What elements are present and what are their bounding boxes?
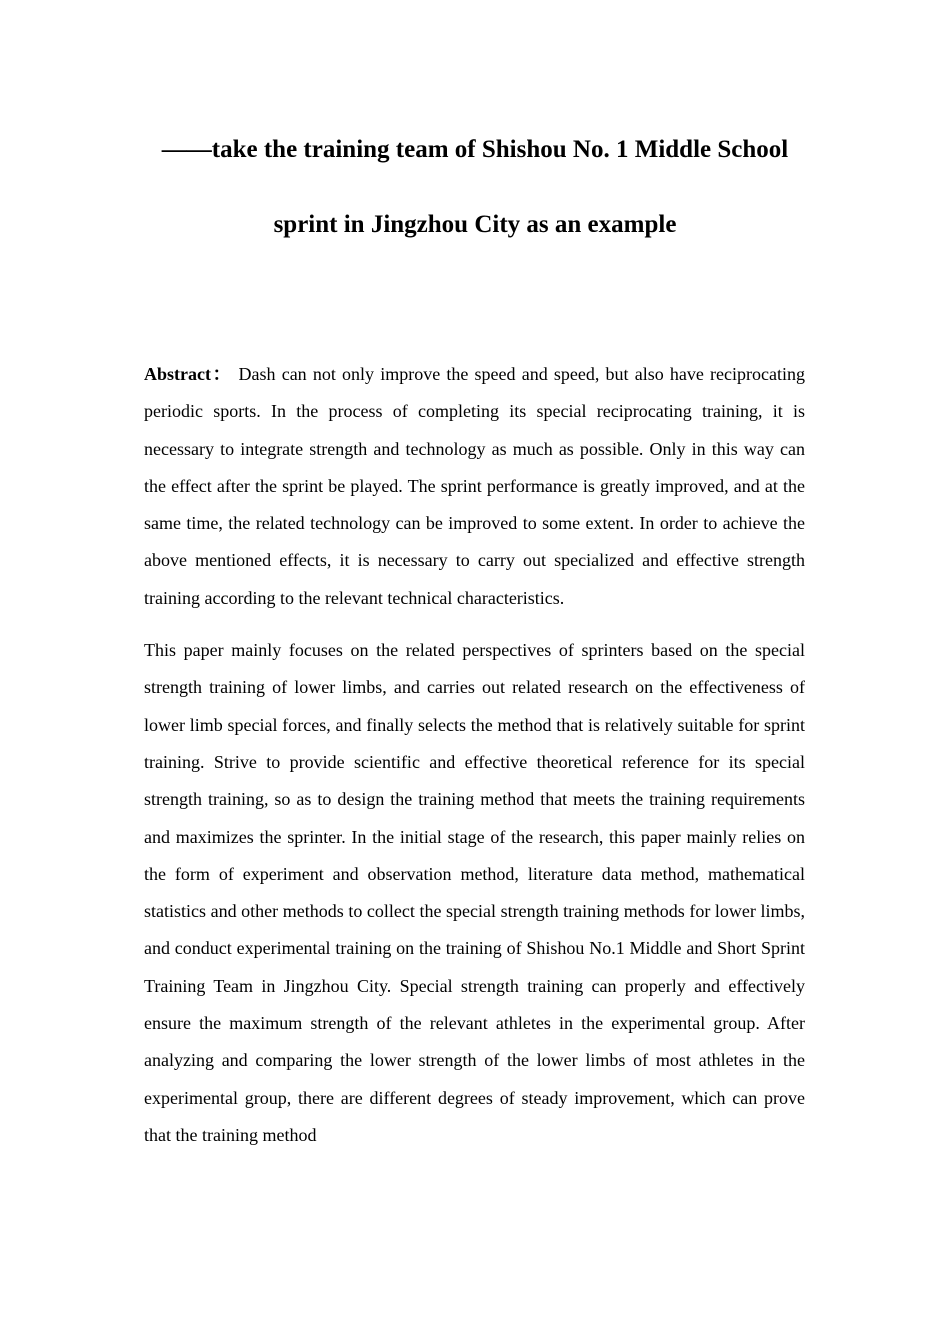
abstract-label: Abstract： bbox=[144, 364, 233, 384]
abstract-paragraph-2: This paper mainly focuses on the related perspectives of sprinters based on the special strength training of lower limbs, and carries out related research on the effectiveness of lower limb special forces, and finally selects the method that is relatively suitable for sprint training. Strive to provide scientific and effective theoretical reference for its special strength training, so as to design the training method that meets the training requirements and maximizes the sprinter. In the initial stage of the research, this paper mainly relies on the form of experiment and observation method, literature data method, mathematical statistics and other methods to collect the special strength training methods for lower limbs, and conduct experimental training on the training of Shishou No.1 Middle and Short Sprint Training Team in Jingzhou City. Special strength training can properly and effectively ensure the maximum strength of the relevant athletes in the experimental group. After analyzing and comparing the lower strength of the lower limbs of most athletes in the experimental group, there are different degrees of steady improvement, which can prove that the training method bbox=[144, 640, 805, 1145]
abstract-paragraph-1-text: Dash can not only improve the speed and speed, but also have reciprocating periodic sports. In the process of completing its special reciprocating training, it is necessary to integrate strength and technology as much as possible. Only in this way can the effect after the sprint be played. The sprint performance is greatly improved, and at the same time, the related technology can be improved to some extent. In order to achieve the above mentioned effects, it is necessary to carry out specialized and effective strength training according to the relevant technical characteristics. bbox=[144, 364, 806, 608]
title-line-1: ——take the training team of Shishou No. 1 Middle School bbox=[161, 136, 789, 163]
title-line-2: sprint in Jingzhou City as an example bbox=[273, 211, 677, 238]
abstract-section bbox=[144, 356, 805, 1154]
abstract-paragraph-1 bbox=[144, 356, 805, 617]
